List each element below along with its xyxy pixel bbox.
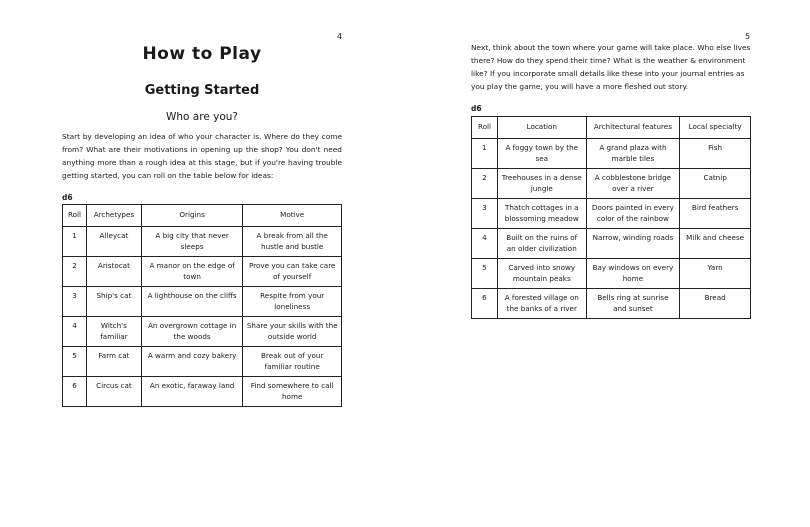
- table-row: [472, 169, 751, 199]
- architecture-cell: Doors painted in every color of the rainbow: [586, 199, 680, 229]
- location-cell: A forested village on the banks of a river: [497, 289, 586, 319]
- roll-cell: 1: [63, 227, 87, 257]
- table-row: [63, 257, 342, 287]
- specialty-cell: Fish: [680, 139, 751, 169]
- location-cell: Built on the ruins of an older civilization: [497, 229, 586, 259]
- town-roll-table: [471, 116, 751, 319]
- specialty-cell: Bread: [680, 289, 751, 319]
- table-row: [63, 347, 342, 377]
- page-number: 5: [745, 32, 751, 41]
- table-row: [63, 287, 342, 317]
- roll-cell: 5: [472, 259, 498, 289]
- archetype-cell: Witch's familiar: [86, 317, 141, 347]
- column-header-origins: Origins: [141, 205, 243, 227]
- page-number: 4: [337, 32, 343, 41]
- location-cell: Thatch cottages in a blossoming meadow: [497, 199, 586, 229]
- specialty-cell: Yarn: [680, 259, 751, 289]
- column-header-roll: Roll: [63, 205, 87, 227]
- archetype-cell: Farm cat: [86, 347, 141, 377]
- origin-cell: A big city that never sleeps: [141, 227, 243, 257]
- architecture-cell: A cobblestone bridge over a river: [586, 169, 680, 199]
- roll-cell: 6: [472, 289, 498, 319]
- roll-cell: 3: [472, 199, 498, 229]
- column-header-local-specialty: Local specialty: [680, 117, 751, 139]
- intro-paragraph: Start by developing an idea of who your character is. Where do they come from? What are their motivations in opening up the shop? You don't need anything more than a rough idea at this stage, but if you're having trouble getting started, you can roll on the table below for ideas:: [62, 132, 342, 180]
- origin-cell: An overgrown cottage in the woods: [141, 317, 243, 347]
- table-row: [63, 317, 342, 347]
- table-row: [472, 259, 751, 289]
- roll-cell: 2: [472, 169, 498, 199]
- origin-cell: A manor on the edge of town: [141, 257, 243, 287]
- motive-cell: Find somewhere to call home: [243, 377, 342, 407]
- table-row: [63, 377, 342, 407]
- motive-cell: Share your skills with the outside world: [243, 317, 342, 347]
- architecture-cell: Narrow, winding roads: [586, 229, 680, 259]
- column-header-location: Location: [497, 117, 586, 139]
- motive-cell: Respite from your loneliness: [243, 287, 342, 317]
- right-page: [405, 0, 810, 527]
- column-header-motive: Motive: [243, 205, 342, 227]
- dice-label: d6: [471, 104, 482, 113]
- archetype-cell: Circus cat: [86, 377, 141, 407]
- archetype-cell: Aristocat: [86, 257, 141, 287]
- location-cell: A foggy town by the sea: [497, 139, 586, 169]
- table-row: [63, 227, 342, 257]
- location-cell: Carved into snowy mountain peaks: [497, 259, 586, 289]
- intro-paragraph: Next, think about the town where your game will take place. Who else lives there? How do they spend their time? What is the weather & environment like? If you incorporate small details like these into your journal entries as you play the game, you will have a more fleshed out story.: [471, 43, 751, 91]
- roll-cell: 3: [63, 287, 87, 317]
- section-heading: Getting Started: [144, 83, 260, 98]
- architecture-cell: Bay windows on every home: [586, 259, 680, 289]
- roll-cell: 6: [63, 377, 87, 407]
- specialty-cell: Bird feathers: [680, 199, 751, 229]
- origin-cell: A lighthouse on the cliffs: [141, 287, 243, 317]
- page-title: How to Play: [142, 44, 262, 64]
- column-header-roll: Roll: [472, 117, 498, 139]
- table-header-row: [63, 205, 342, 227]
- roll-cell: 5: [63, 347, 87, 377]
- location-cell: Treehouses in a dense jungle: [497, 169, 586, 199]
- origin-cell: A warm and cozy bakery: [141, 347, 243, 377]
- architecture-cell: Bells ring at sunrise and sunset: [586, 289, 680, 319]
- roll-cell: 4: [63, 317, 87, 347]
- section-subheading: Who are you?: [166, 111, 238, 123]
- column-header-architectural-features: Architectural features: [586, 117, 680, 139]
- archetype-cell: Ship's cat: [86, 287, 141, 317]
- roll-cell: 1: [472, 139, 498, 169]
- architecture-cell: A grand plaza with marble tiles: [586, 139, 680, 169]
- specialty-cell: Milk and cheese: [680, 229, 751, 259]
- table-header-row: [472, 117, 751, 139]
- roll-cell: 2: [63, 257, 87, 287]
- table-row: [472, 139, 751, 169]
- motive-cell: Prove you can take care of yourself: [243, 257, 342, 287]
- roll-cell: 4: [472, 229, 498, 259]
- origin-cell: An exotic, faraway land: [141, 377, 243, 407]
- archetype-cell: Alleycat: [86, 227, 141, 257]
- specialty-cell: Catnip: [680, 169, 751, 199]
- table-row: [472, 289, 751, 319]
- table-row: [472, 229, 751, 259]
- column-header-archetypes: Archetypes: [86, 205, 141, 227]
- motive-cell: Break out of your familiar routine: [243, 347, 342, 377]
- dice-label: d6: [62, 193, 73, 202]
- character-roll-table: [62, 204, 342, 407]
- table-row: [472, 199, 751, 229]
- motive-cell: A break from all the hustle and bustle: [243, 227, 342, 257]
